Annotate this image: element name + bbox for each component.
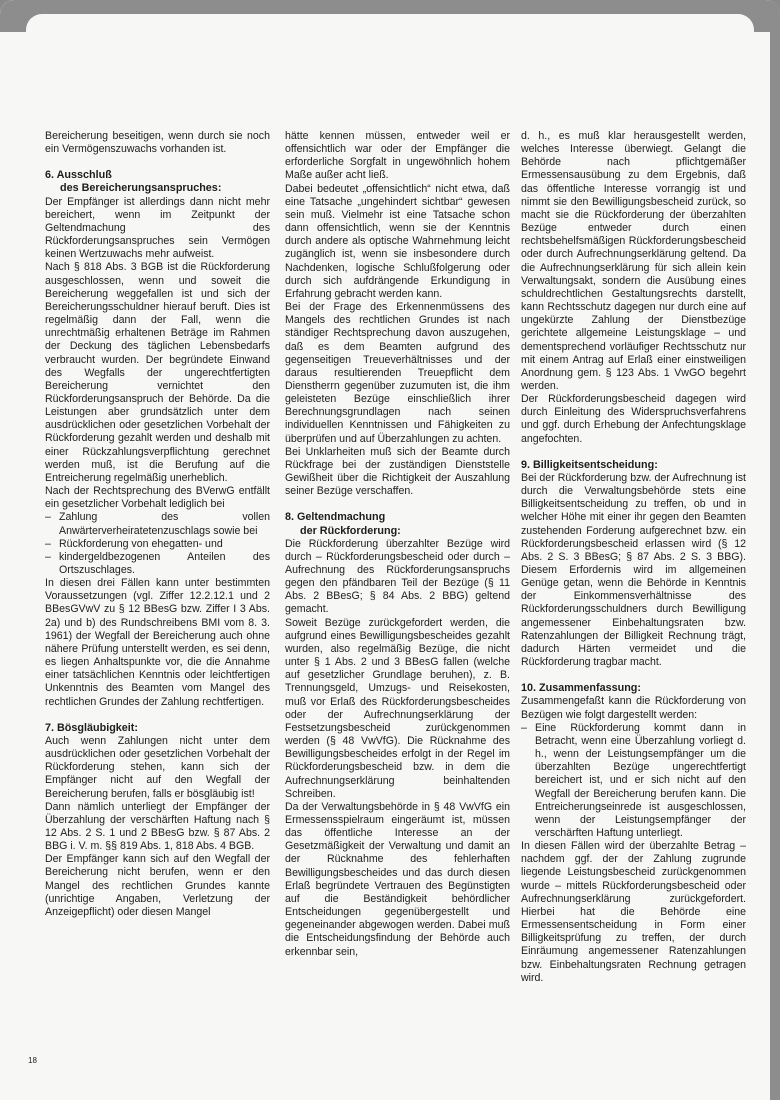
paragraph: Nach § 818 Abs. 3 BGB ist die Rückforderung ausgeschlossen, wenn und soweit die Bereicherung weggefallen ist und sich der Bereicherungsschuldner hierauf beruft. Dies ist regelmäßig dann der Fall, wenn die unrechtmäßig erhaltenen Beträge im Rahmen der Deckung des täglichen Lebensbedarfs verbraucht wurden. Der begründete Einwand des Wegfalls der ungerechtfertigten Bereicherung vernichtet den Rückforderungsanspruch der Behörde. Da die Leistungen aber grundsätzlich unter dem ausdrücklichen oder gesetzlichen Vorbehalt der Rückforderung gezahlt werden und deshalb mit einer Rückzahlungsverpflichtung gerechnet werden muß, ist die Berufung auf die Entreicherung regelmäßig unerheblich.	[45, 261, 270, 484]
page-top-border	[0, 0, 780, 32]
paragraph: Nach der Rechtsprechung des BVerwG entfällt ein gesetzlicher Vorbehalt lediglich bei	[45, 485, 270, 511]
paragraph: hätte kennen müssen, entweder weil er offensichtlich war oder der Empfänger die erforderliche Sorgfalt in ungewöhnlich hohem Maße außer acht ließ.	[285, 130, 510, 182]
section-heading-9: 9. Billigkeitsentscheidung:	[521, 458, 658, 471]
paragraph: Dabei bedeutet „offensichtlich“ nicht etwa, daß eine Tatsache „ungehindert sichtbar“ gewesen sein muß. Vielmehr ist eine Tatsache schon dann offensichtlich, wenn sie der Kenntnis durch andere als optische Wahrnehmung leicht zugänglich ist, wenn sie insbesondere durch Nachdenken, logische Schlußfolgerung oder durch sich aufdrängende Erkundigung in Erfahrung gebracht werden kann.	[285, 182, 510, 300]
paragraph: Der Empfänger kann sich auf den Wegfall der Bereicherung nicht berufen, wenn er den Mangel des rechtlichen Grundes kannte (unrichtige Angaben, Verletzung der Anzeigepflicht) oder diesen Mangel	[45, 853, 270, 918]
page-number: 18	[28, 1056, 37, 1065]
dash-list	[45, 511, 270, 577]
text-column-2	[285, 130, 510, 959]
paragraph: Da der Verwaltungsbehörde in § 48 VwVfG ein Ermessensspielraum eingeräumt ist, müssen das öffentliche Interesse an der Gesetzmäßigkeit der Verwaltung und damit an der Rücknahme des fehlerhaften Bewilligungsbescheides und das durch diesen Erlaß begründete Vertrauen des Begünstigten auf die Beständigkeit behördlicher Entscheidungen gegenübergestellt und gegeneinander abgewogen werden. Dabei muß die Entscheidungsfindung der Behörde auch erkennbar sein,	[285, 800, 510, 958]
paragraph: Bei der Rückforderung bzw. der Aufrechnung ist durch die Verwaltungsbehörde stets eine Billigkeitsentscheidung zu treffen, ob und in welcher Höhe mit einer ihr gegen den Beamten zustehenden Forderung aufgerechnet bzw. ein Rückforderungsbescheid erlassen wird (§ 12 Abs. 2 S. 3 BBesG; § 87 Abs. 2 S. 3 BBG). Diesem Erfordernis wird im allgemeinen Genüge getan, wenn die Behörde in Kenntnis der Einkommensverhältnisse des Rückforderungsschuldners durch Bewilligung angemessener Einbehaltungsraten bzw. Ratenzahlungen der Billigkeit Rechnung trägt, dadurch Härten vermeidet und die Rückforderung tragbar macht.	[521, 471, 746, 669]
section-heading-8: 8. Geltendmachung der Rückforderung:	[285, 511, 401, 537]
section-heading-7: 7. Bösgläubigkeit:	[45, 721, 138, 734]
paragraph: Der Rückforderungsbescheid dagegen wird durch Einleitung des Widerspruchsverfahrens und ggf. durch Erhebung der Anfechtungsklage angefochten.	[521, 393, 746, 445]
section-heading-6: 6. Ausschluß des Bereicherungsanspruches:	[45, 169, 222, 195]
paragraph: Zusammengefaßt kann die Rückforderung von Bezügen wie folgt dargestellt werden:	[521, 695, 746, 721]
list-item: – Zahlung des vollen Anwärterverheiratetenzuschlags sowie bei	[45, 511, 270, 537]
page-right-border	[770, 0, 780, 1100]
text-column-1	[45, 130, 270, 919]
paragraph: d. h., es muß klar herausgestellt werden, welches Interesse überwiegt. Gelangt die Behörde nach pflichtgemäßer Ermessensausübung zu dem Ergebnis, daß das öffentliche Interesse vorrangig ist und nimmt sie den Bewilligungsbescheid zurück, so macht sie die Rückforderung der überzahlten Bezüge entweder durch einen rechtsbehelfsmäßigen Rückforderungsbescheid oder durch Aufrechnungserklärung geltend. Da die Aufrechnungserklärung für sich allein kein Verwaltungsakt, sondern die Ausübung eines schuldrechtlichen Gestaltungsrechts darstellt, kann Rechtsschutz dagegen nur durch eine auf ungekürzte Zahlung der Dienstbezüge gerichtete allgemeine Leistungsklage – und dementsprechend vorläufiger Rechtsschutz nur mit einem Antrag auf Erlaß einer einstweiligen Anordnung gem. § 123 Abs. 1 VwGO begehrt werden.	[521, 130, 746, 392]
paragraph: Die Rückforderung überzahlter Bezüge wird durch – Rückforderungsbescheid oder durch – Aufrechnung des Rückforderungsanspruchs gegen den pfändbaren Teil der Bezüge (§ 11 Abs. 2 BBesG; § 84 Abs. 2 BBG) geltend gemacht.	[285, 537, 510, 616]
dash-list	[521, 722, 746, 840]
list-item: – Rückforderung von ehegatten- und	[45, 538, 270, 551]
paragraph: Bereicherung beseitigen, wenn durch sie noch ein Vermögenszuwachs vorhanden ist.	[45, 130, 270, 156]
paragraph: In diesen Fällen wird der überzahlte Betrag – nachdem ggf. der der Zahlung zugrunde liegende Leistungsbescheid zurückgenommen wurde – mittels Rückforderungsbescheid oder Aufrechnungserklärung zurückgefordert. Hierbei hat die Behörde eine Ermessensentscheidung in Form einer Billigkeitsprüfung zu treffen, der durch Einräumung angemessener Ratenzahlungen bzw. Einbehaltungsraten Rechnung getragen wird.	[521, 840, 746, 984]
section-heading-10: 10. Zusammenfassung:	[521, 682, 641, 695]
paragraph: Bei der Frage des Erkennenmüssens des Mangels des rechtlichen Grundes ist nach ständiger Rechtsprechung davon auszugehen, daß es dem Beamten aufgrund des gegenseitigen Treueverhältnisses und der daraus resultierenden Treuepflicht dem Dienstherrn gegenüber zuzumuten ist, die ihm geleisteten Bezüge einschließlich ihrer Berechnungsgrundlagen nach seinen individuellen Kenntnissen und Fähigkeiten zu überprüfen und auf Überzahlungen zu achten.	[285, 301, 510, 445]
paragraph: Dann nämlich unterliegt der Empfänger der Überzahlung der verschärften Haftung nach § 12 Abs. 2 S. 1 und 2 BBesG bzw. § 87 Abs. 2 BBG i. V. m. §§ 819 Abs. 1, 818 Abs. 4 BGB.	[45, 800, 270, 853]
paragraph: In diesen drei Fällen kann unter bestimmten Voraussetzungen (vgl. Ziffer 12.2.12.1 und 2 BBesGVwV zu § 12 BBesG bzw. Ziffer I 3 Abs. 2a) und b) des Rundschreibens BMI vom 8. 3. 1961) der Wegfall der Bereicherung auch ohne nähere Prüfung unterstellt werden, es sei denn, es liegen Anhaltspunkte vor, die die Annahme einer tatsächlichen Kenntnis oder leichtfertigen Unkenntnis des Beamten vom Mangel des rechtlichen Grundes der Zahlung rechtfertigen.	[45, 577, 270, 708]
paragraph: Bei Unklarheiten muß sich der Beamte durch Rückfrage bei der zuständigen Dienststelle Gewißheit über die Richtigkeit der Auszahlung seiner Bezüge verschaffen.	[285, 445, 510, 498]
list-item: – Eine Rückforderung kommt dann in Betracht, wenn eine Überzahlung vorliegt d. h., wenn der Leistungsempfänger um die überzahlten Bezüge ungerechtfertigt bereichert ist, und er sich nicht auf den Wegfall der Bereicherung berufen kann. Die Entreicherungseinrede ist ausgeschlossen, wenn der Leistungsempfänger der verschärften Haftung unterliegt.	[521, 722, 746, 840]
text-column-3	[521, 130, 746, 985]
list-item: – kindergeldbezogenen Anteilen des Ortszuschlages.	[45, 551, 270, 577]
paragraph: Soweit Bezüge zurückgefordert werden, die aufgrund eines Bewilligungsbescheides gezahlt wurden, also regelmäßig Bezüge, die nicht unter § 1 Abs. 2 und 3 BBesG fallen (welche auf gesetzlicher Grundlage beruhen), z. B. Trennungsgeld, Umzugs- und Reisekosten, muß vor Erlaß des Rückforderungsbescheides oder der Aufrechnungserklärung der Festsetzungsbescheid zurückgenommen werden (§ 48 VwVfG). Die Rücknahme des Bewilligungsbescheides erfolgt in der Regel im Rückforderungsbescheid bzw. in dem die Aufrechnungserklärung beinhaltenden Schreiben.	[285, 616, 510, 800]
paragraph: Auch wenn Zahlungen nicht unter dem ausdrücklichen oder gesetzlichen Vorbehalt der Rückforderung stehen, kann sich der Empfänger nicht auf den Wegfall der Bereicherung berufen, falls er bösgläubig ist!	[45, 734, 270, 800]
paragraph: Der Empfänger ist allerdings dann nicht mehr bereichert, wenn im Zeitpunkt der Geltendmachung des Rückforderungsanspruches sein Vermögen keinen Wertzuwachs mehr aufweist.	[45, 195, 270, 261]
